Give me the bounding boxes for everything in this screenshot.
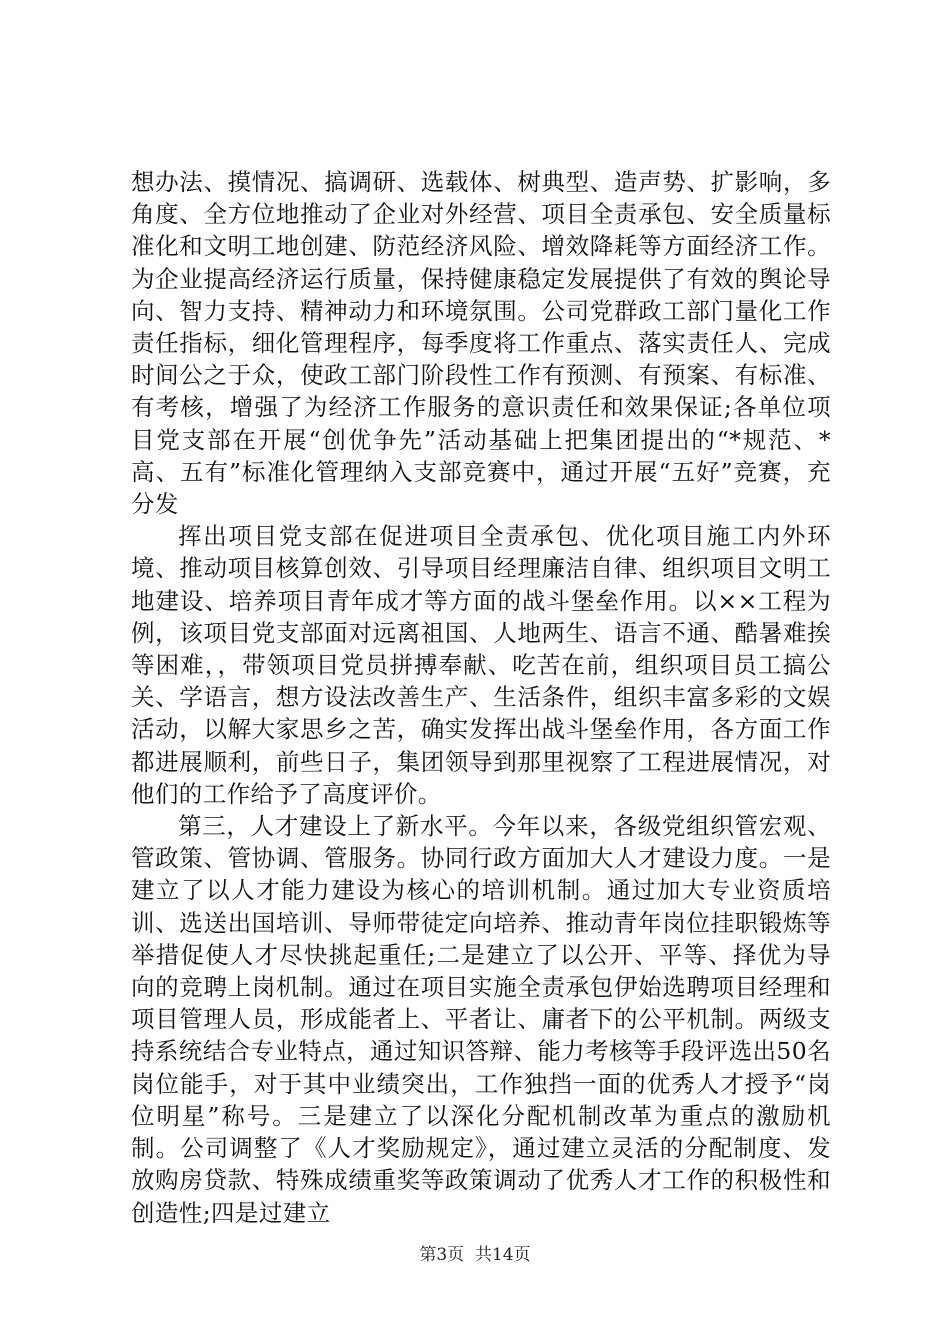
page-footer <box>0 1240 950 1265</box>
paragraph-2: 挥出项目党支部在促进项目全责承包、优化项目施工内外环境、推动项目核算创效、引导项目经理廉洁自律、组织项目文明工地建设、培养项目青年成才等方面的战斗堡垒作用。以××工程为例，该项目党支部面对远离祖国、人地两生、语言不通、酷暑难挨等困难，，带领项目党员拼搏奉献、吃苦在前，组织项目员工搞公关、学语言，想方设法改善生产、生活条件，组织丰富多彩的文娱活动，以解大家思乡之苦，确实发挥出战斗堡垒作用，各方面工作都进展顺利，前些日子，集团领导到那里视察了工程进展情况，对他们的工作给予了高度评价。 <box>131 522 831 808</box>
paragraph-3: 第三，人才建设上了新水平。今年以来，各级党组织管宏观、管政策、管协调、管服务。协同行政方面加大人才建设力度。一是建立了以人才能力建设为核心的培训机制。通过加大专业资质培训、选送出国培训、导师带徒定向培养、推动青年岗位挂职锻炼等举措促使人才尽快挑起重任;二是建立了以公开、平等、择优为导向的竞聘上岗机制。通过在项目实施全责承包伊始选聘项目经理和项目管理人员，形成能者上、平者让、庸者下的公平机制。两级支持系统结合专业特点，通过知识答辩、能力考核等手段评选出50名岗位能手，对于其中业绩突出，工作独挡一面的优秀人才授予“岗位明星”称号。三是建立了以深化分配机制改革为重点的激励机制。公司调整了《人才奖励规定》，通过建立灵活的分配制度、发放购房贷款、特殊成绩重奖等政策调动了优秀人才工作的积极性和创造性;四是过建立 <box>131 812 831 1227</box>
paragraph-1: 想办法、摸情况、搞调研、选载体、树典型、造声势、扩影响，多角度、全方位地推动了企业对外经营、项目全责承包、安全质量标准化和文明工地创建、防范经济风险、增效降耗等方面经济工作。为企业提高经济运行质量，保持健康稳定发展提供了有效的舆论导向、智力支持、精神动力和环境氛围。公司党群政工部门量化工作责任指标，细化管理程序，每季度将工作重点、落实责任人、完成时间公之于众，使政工部门阶段性工作有预测、有预案、有标准、有考核，增强了为经济工作服务的意识责任和效果保证;各单位项目党支部在开展“创优争先”活动基础上把集团提出的“*规范、*高、五有”标准化管理纳入支部竞赛中，通过开展“五好”竞赛，充分发 <box>131 168 831 519</box>
page-number: 第3页 共14页 <box>419 1245 531 1265</box>
document-body <box>131 166 831 1229</box>
